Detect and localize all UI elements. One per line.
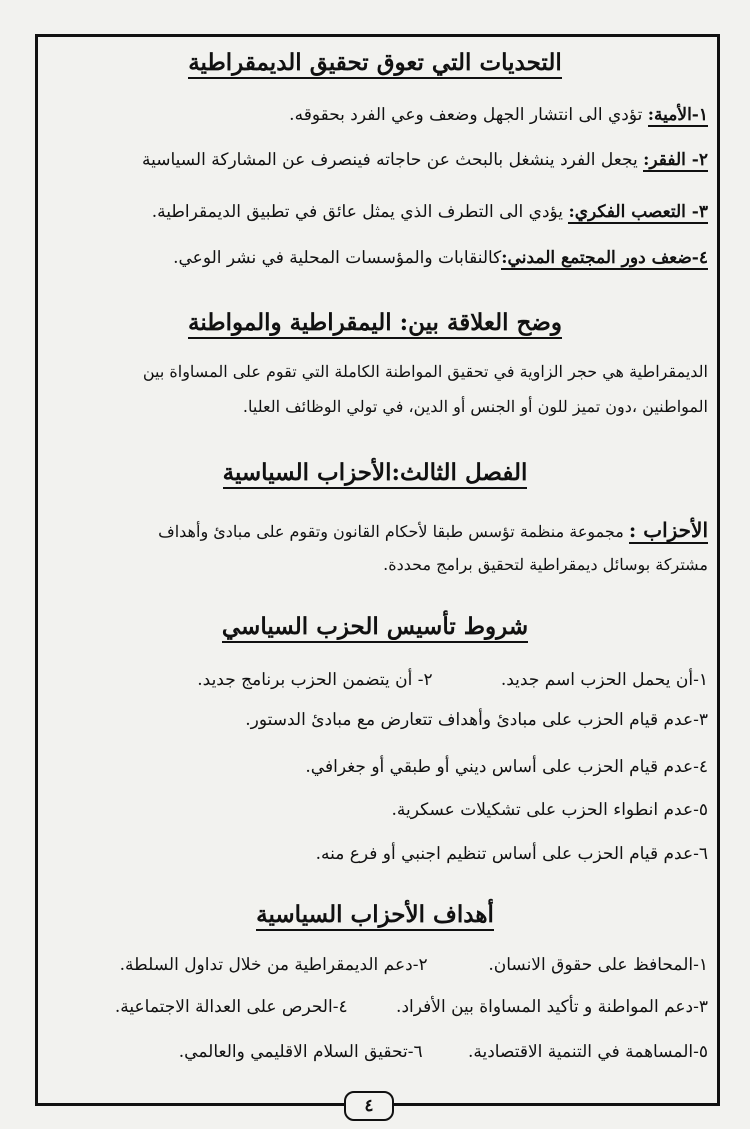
challenge-item-1: ١-الأمية: تؤدي الى انتشار الجهل وضعف وعي الفرد بحقوقه. [289, 105, 708, 125]
goal-row-1 [42, 953, 708, 977]
goal-row-3 [42, 1040, 708, 1064]
parties-definition-line-2: مشتركة بوسائل ديمقراطية لتحقيق برامج محددة. [383, 555, 708, 574]
section2-title: وضح العلاقة بين: اليمقراطية والمواطنة [40, 308, 710, 338]
challenge-item-4: ٤-ضعف دور المجتمع المدني:كالنقابات والمؤسسات المحلية في نشر الوعي. [173, 248, 708, 268]
parties-definition-line-1: الأحزاب : مجموعة منظمة تؤسس طبقا لأحكام القانون وتقوم على مبادئ وأهداف [158, 518, 708, 542]
condition-6: ٦-عدم قيام الحزب على أساس تنظيم اجنبي أو فرع منه. [315, 844, 708, 864]
goal-row-2 [42, 995, 708, 1019]
challenge-item-2: ٢- الفقر: يجعل الفرد ينشغل بالبحث عن حاجاته فينصرف عن المشاركة السياسية [141, 150, 708, 170]
section3-title: الفصل الثالث:الأحزاب السياسية [40, 458, 710, 488]
condition-row-1 [42, 668, 708, 692]
goal-3: ٣-دعم المواطنة و تأكيد المساواة بين الأفراد. [396, 997, 708, 1017]
relation-line-1: الديمقراطية هي حجر الزاوية في تحقيق المواطنة الكاملة التي تقوم على المساواة بين [142, 362, 708, 381]
relation-line-2: المواطنين ،دون تميز للون أو الجنس أو الدين، في تولي الوظائف العليا. [242, 397, 708, 416]
condition-2: ٢- أن يتضمن الحزب برنامج جديد. [197, 670, 433, 690]
goal-2: ٢-دعم الديمقراطية من خلال تداول السلطة. [119, 955, 428, 975]
condition-3: ٣-عدم قيام الحزب على مبادئ وأهداف تتعارض مع مبادئ الدستور. [245, 710, 708, 730]
goal-5: ٥-المساهمة في التنمية الاقتصادية. [467, 1042, 708, 1062]
goal-4: ٤-الحرص على العدالة الاجتماعية. [114, 997, 348, 1017]
condition-4: ٤-عدم قيام الحزب على أساس ديني أو طبقي أو جغرافي. [305, 757, 708, 777]
goal-6: ٦-تحقيق السلام الاقليمي والعالمي. [178, 1042, 423, 1062]
condition-5: ٥-عدم انطواء الحزب على تشكيلات عسكرية. [391, 800, 708, 820]
condition-1: ١-أن يحمل الحزب اسم جديد. [500, 670, 708, 690]
section1-title: التحديات التي تعوق تحقيق الديمقراطية [40, 48, 710, 78]
goal-1: ١-المحافظ على حقوق الانسان. [488, 955, 708, 975]
challenge-item-3: ٣- التعصب الفكري: يؤدي الى التطرف الذي يمثل عائق في تطبيق الديمقراطية. [151, 202, 708, 222]
section4-title: شروط تأسيس الحزب السياسي [40, 612, 710, 642]
section5-title: أهداف الأحزاب السياسية [40, 900, 710, 930]
page-number: ٤ [344, 1091, 394, 1121]
